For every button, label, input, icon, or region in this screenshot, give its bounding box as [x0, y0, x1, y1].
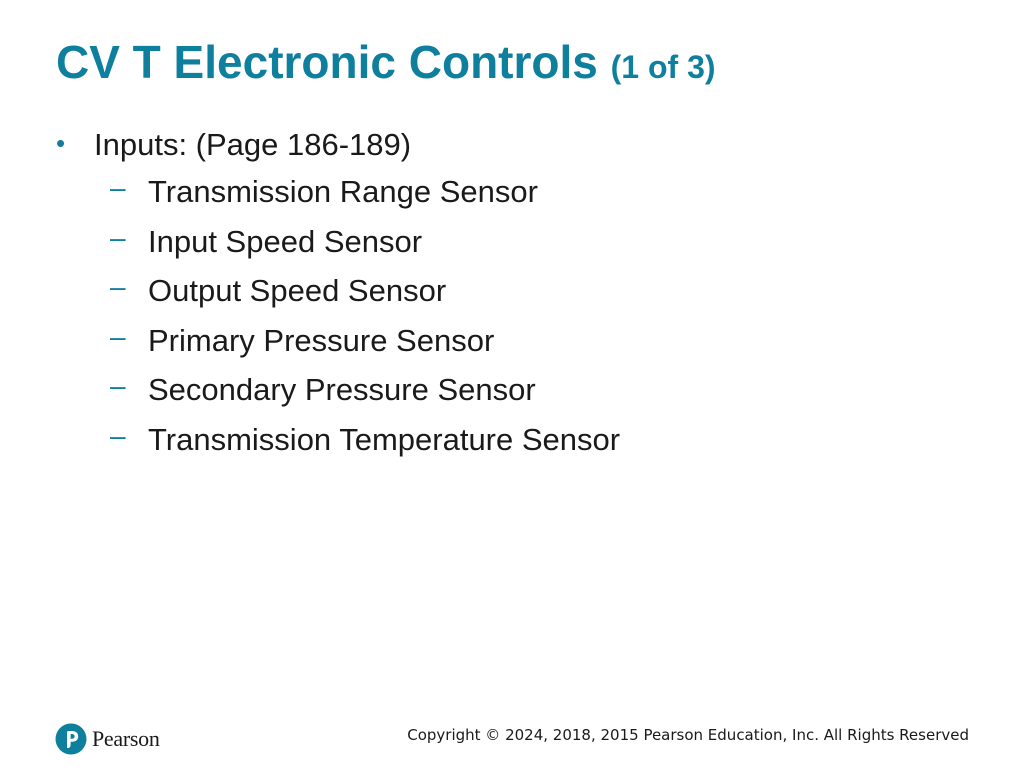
sub-bullet-item	[56, 315, 956, 365]
bullet-marker: •	[56, 128, 66, 158]
sub-bullet-text: Input Speed Sensor	[148, 223, 423, 259]
dash-marker: –	[110, 172, 126, 203]
sub-bullet-text: Primary Pressure Sensor	[148, 322, 495, 358]
dash-marker: –	[110, 419, 126, 451]
sub-bullet-item	[56, 216, 956, 266]
dash-marker: –	[110, 271, 126, 302]
dash-marker: –	[110, 221, 126, 253]
dash-marker: –	[110, 320, 126, 352]
sub-bullet-text: Secondary Pressure Sensor	[148, 372, 536, 407]
sub-bullet-item	[56, 364, 956, 414]
title-suffix: (1 of 3)	[610, 49, 716, 85]
slide-title	[56, 34, 716, 95]
copyright-notice: Copyright © 2024, 2018, 2015 Pearson Education, Inc. All Rights Reserved	[407, 726, 969, 744]
sub-bullet-item	[56, 166, 956, 216]
dash-marker: –	[110, 370, 126, 401]
sub-bullet-item	[56, 414, 956, 464]
sub-bullet-text: Transmission Temperature Sensor	[148, 421, 621, 457]
slide-content	[56, 122, 956, 463]
pearson-logo	[55, 722, 160, 756]
bullet-item	[56, 122, 956, 166]
sub-bullet-text: Output Speed Sensor	[148, 273, 447, 308]
sub-bullet-item	[56, 265, 956, 315]
title-main: CV T Electronic Controls	[56, 36, 598, 88]
sub-bullet-list	[56, 166, 956, 463]
pearson-wordmark: Pearson	[92, 726, 160, 751]
bullet-text-inputs: Inputs: (Page 186-189)	[94, 127, 412, 162]
pearson-p-icon	[55, 723, 87, 755]
sub-bullet-text: Transmission Range Sensor	[148, 174, 538, 209]
